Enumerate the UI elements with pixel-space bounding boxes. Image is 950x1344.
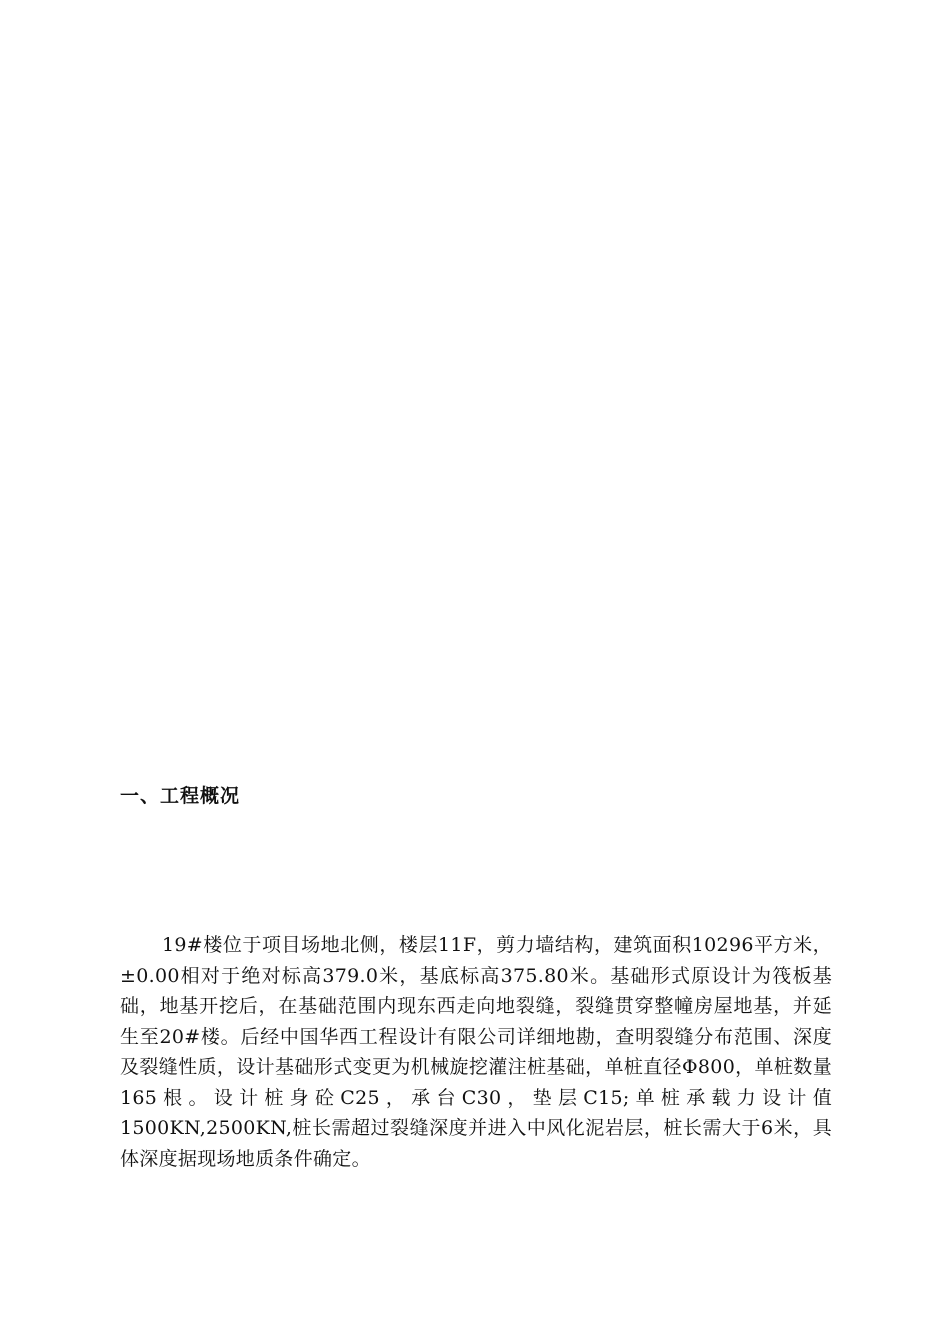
section-heading: 一、工程概况 bbox=[120, 785, 241, 807]
body-paragraph: 19#楼位于项目场地北侧，楼层11F，剪力墙结构，建筑面积10296平方米，±0.00相对于绝对标高379.0米，基底标高375.80米。基础形式原设计为筏板基础，地基开挖后，在基础范围内现东西走向地裂缝，裂缝贯穿整幢房屋地基，并延生至20#楼。后经中国华西工程设计有限公司详细地勘，查明裂缝分布范围、深度及裂缝性质，设计基础形式变更为机械旋挖灌注桩基础，单桩直径Φ800，单桩数量165根。设计桩身砼C25，承台C30，垫层C15;单桩承载力设计值1500KN,2500KN,桩长需超过裂缝深度并进入中风化泥岩层，桩长需大于6米，具体深度据现场地质条件确定。 bbox=[120, 934, 832, 1170]
